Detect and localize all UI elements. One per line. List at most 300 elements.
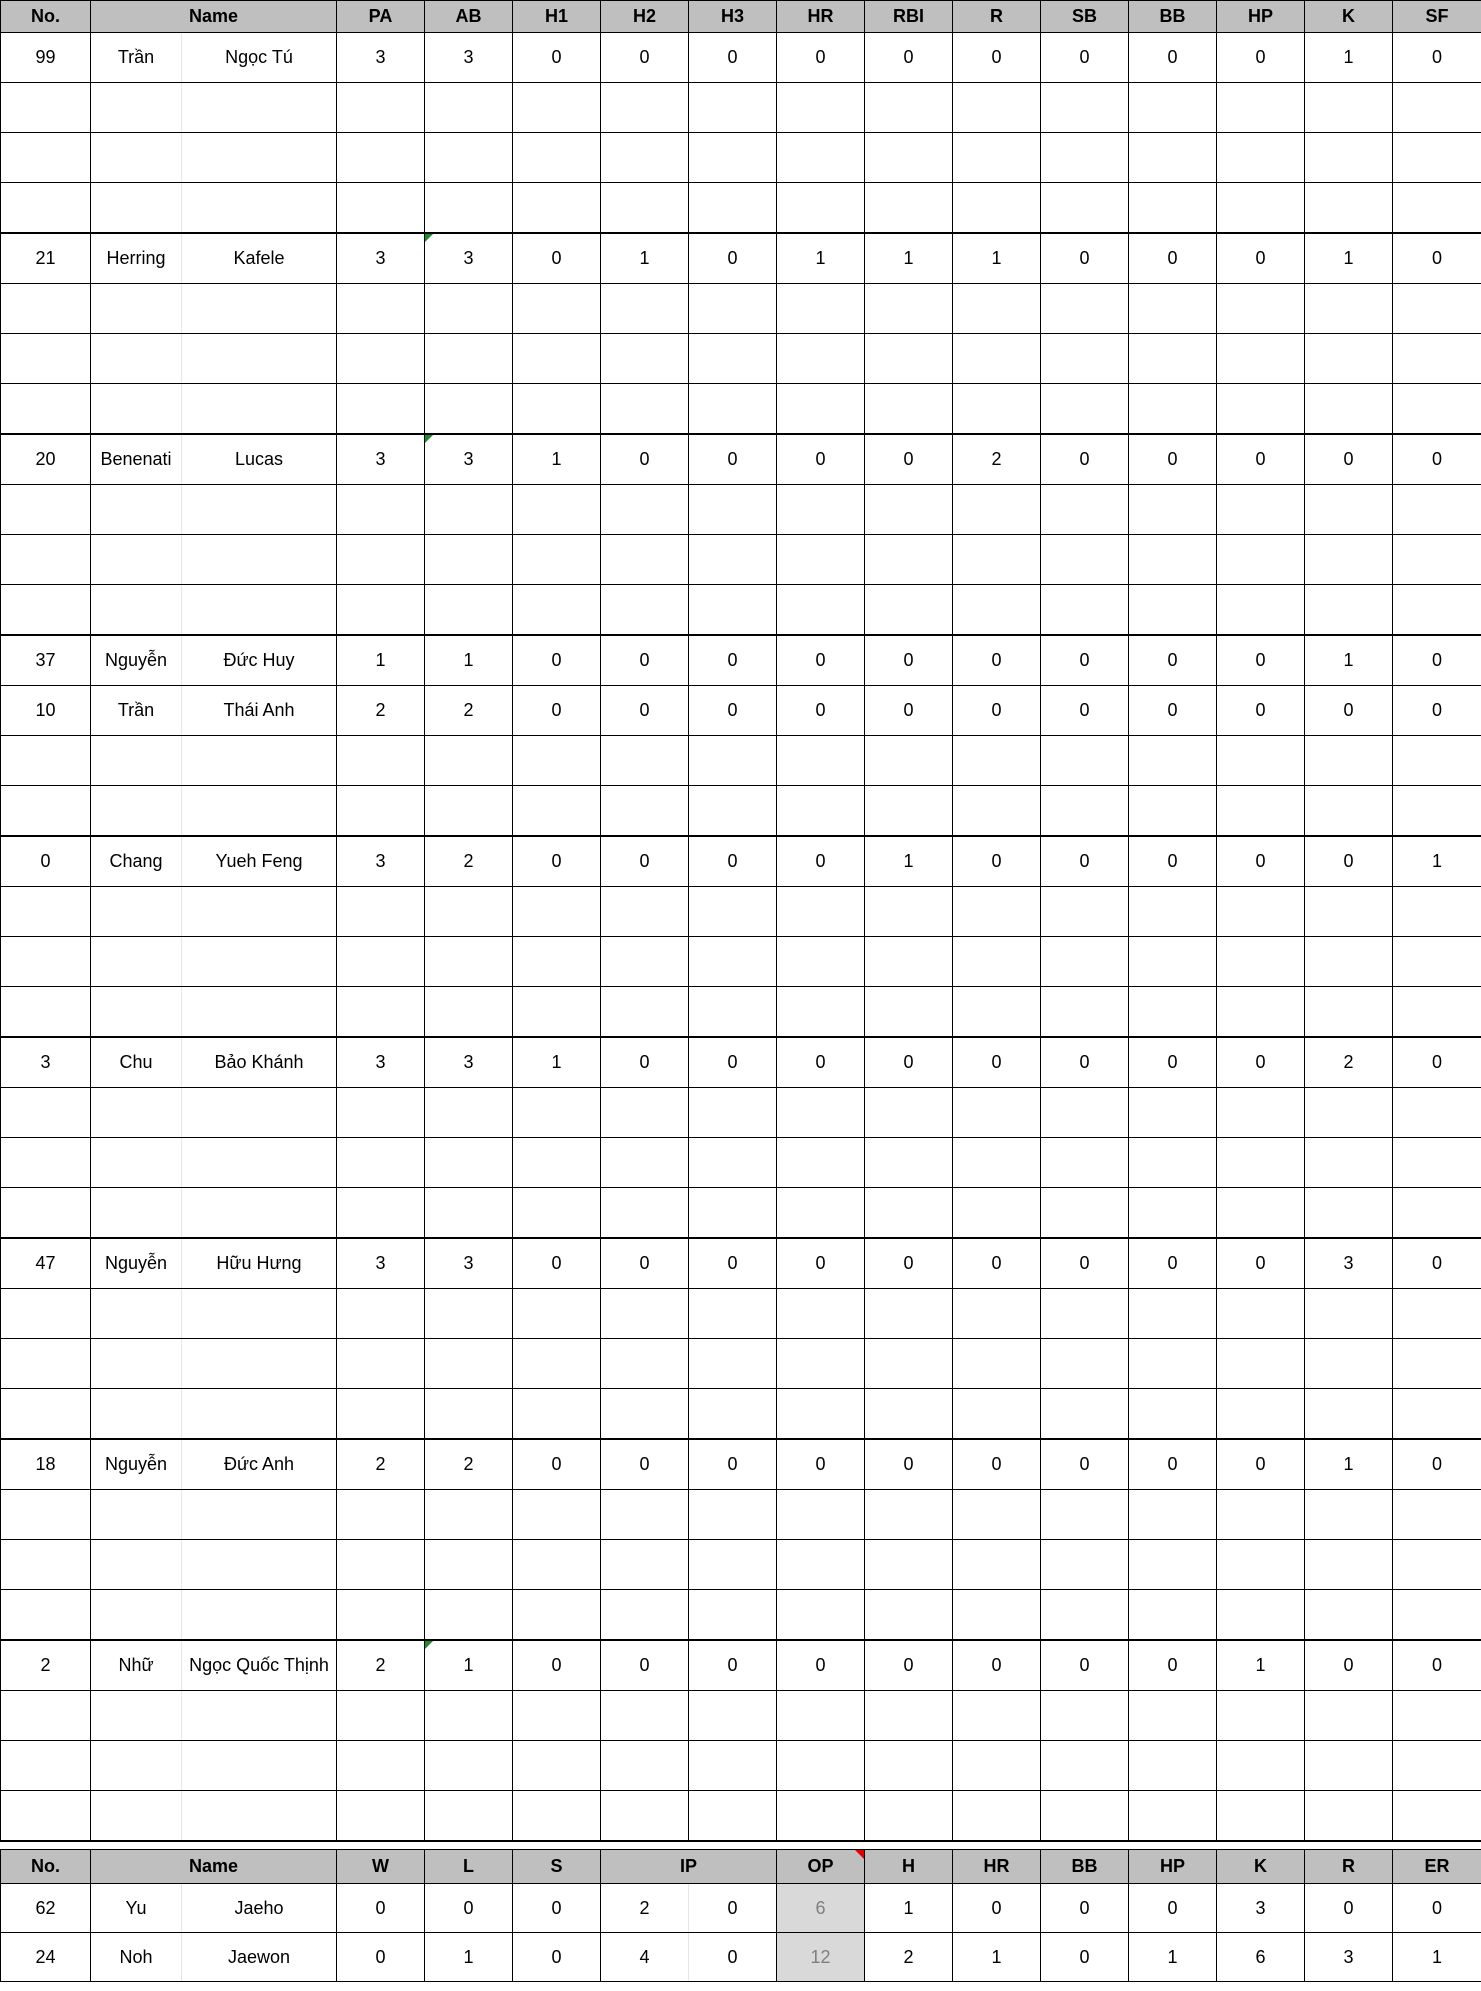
table-cell[interactable] bbox=[91, 284, 182, 334]
table-cell[interactable] bbox=[601, 1389, 689, 1440]
table-cell[interactable] bbox=[777, 937, 865, 987]
table-cell[interactable] bbox=[1, 284, 91, 334]
table-cell[interactable]: 1 bbox=[513, 1037, 601, 1088]
table-cell[interactable] bbox=[689, 1389, 777, 1440]
table-cell[interactable]: 0 bbox=[1217, 686, 1305, 736]
table-cell[interactable] bbox=[1041, 384, 1129, 435]
table-cell[interactable] bbox=[91, 1389, 182, 1440]
table-cell[interactable]: 0 bbox=[865, 1439, 953, 1490]
table-cell[interactable]: 0 bbox=[1393, 1884, 1481, 1933]
table-cell[interactable] bbox=[513, 485, 601, 535]
table-cell[interactable]: 0 bbox=[953, 635, 1041, 686]
table-cell[interactable]: 0 bbox=[601, 1439, 689, 1490]
table-cell[interactable] bbox=[1129, 284, 1217, 334]
table-cell[interactable]: 0 bbox=[601, 1037, 689, 1088]
table-cell[interactable] bbox=[1, 937, 91, 987]
table-cell[interactable] bbox=[337, 83, 425, 133]
table-cell[interactable] bbox=[513, 1490, 601, 1540]
table-cell[interactable]: 0 bbox=[513, 33, 601, 83]
table-cell[interactable] bbox=[865, 987, 953, 1038]
table-cell[interactable] bbox=[689, 384, 777, 435]
table-cell[interactable]: 0 bbox=[953, 33, 1041, 83]
table-cell[interactable]: 0 bbox=[777, 1238, 865, 1289]
table-cell[interactable]: 2 bbox=[601, 1884, 689, 1933]
table-cell[interactable]: 0 bbox=[1305, 836, 1393, 887]
table-cell[interactable] bbox=[337, 133, 425, 183]
table-cell[interactable] bbox=[513, 83, 601, 133]
table-cell[interactable] bbox=[91, 384, 182, 435]
table-cell[interactable]: 2 bbox=[1, 1640, 91, 1691]
table-cell[interactable] bbox=[425, 485, 513, 535]
table-cell[interactable] bbox=[337, 1188, 425, 1239]
table-cell[interactable] bbox=[865, 1490, 953, 1540]
table-cell[interactable]: 1 bbox=[953, 1933, 1041, 1982]
table-cell[interactable] bbox=[91, 1490, 182, 1540]
table-cell[interactable] bbox=[513, 334, 601, 384]
table-cell[interactable]: 0 bbox=[1393, 1238, 1481, 1289]
table-cell[interactable]: 1 bbox=[1217, 1640, 1305, 1691]
table-cell[interactable] bbox=[689, 1590, 777, 1641]
table-cell[interactable] bbox=[601, 1691, 689, 1741]
table-cell[interactable] bbox=[1217, 284, 1305, 334]
table-cell[interactable] bbox=[1129, 535, 1217, 585]
table-cell[interactable] bbox=[865, 183, 953, 234]
table-cell[interactable] bbox=[182, 334, 337, 384]
table-cell[interactable]: Chang bbox=[91, 836, 182, 887]
table-cell[interactable]: 12 bbox=[777, 1933, 865, 1982]
table-cell[interactable] bbox=[865, 1741, 953, 1791]
table-cell[interactable] bbox=[513, 183, 601, 234]
table-cell[interactable]: 0 bbox=[1041, 1933, 1129, 1982]
table-cell[interactable]: 0 bbox=[1217, 434, 1305, 485]
table-cell[interactable]: 0 bbox=[777, 434, 865, 485]
table-cell[interactable] bbox=[337, 1339, 425, 1389]
table-cell[interactable] bbox=[1305, 334, 1393, 384]
table-cell[interactable] bbox=[513, 987, 601, 1038]
table-cell[interactable] bbox=[1393, 937, 1481, 987]
table-cell[interactable]: 0 bbox=[777, 635, 865, 686]
table-cell[interactable] bbox=[1393, 284, 1481, 334]
table-cell[interactable] bbox=[1217, 1289, 1305, 1339]
table-cell[interactable]: 0 bbox=[513, 233, 601, 284]
table-cell[interactable] bbox=[1129, 83, 1217, 133]
table-cell[interactable] bbox=[182, 1791, 337, 1842]
table-cell[interactable]: 0 bbox=[865, 1640, 953, 1691]
table-cell[interactable] bbox=[777, 535, 865, 585]
table-cell[interactable] bbox=[1, 1289, 91, 1339]
table-cell[interactable] bbox=[601, 485, 689, 535]
table-cell[interactable] bbox=[953, 1540, 1041, 1590]
table-cell[interactable] bbox=[1041, 585, 1129, 636]
table-cell[interactable] bbox=[182, 1741, 337, 1791]
table-cell[interactable] bbox=[601, 1540, 689, 1590]
table-cell[interactable]: 0 bbox=[689, 233, 777, 284]
table-cell[interactable] bbox=[1041, 83, 1129, 133]
table-cell[interactable]: 0 bbox=[689, 1884, 777, 1933]
table-cell[interactable]: 0 bbox=[1041, 1884, 1129, 1933]
table-cell[interactable] bbox=[601, 987, 689, 1038]
table-cell[interactable] bbox=[425, 1540, 513, 1590]
table-cell[interactable]: 0 bbox=[777, 1439, 865, 1490]
table-cell[interactable]: Ngọc Tú bbox=[182, 33, 337, 83]
table-cell[interactable]: 0 bbox=[601, 836, 689, 887]
table-cell[interactable] bbox=[1393, 1188, 1481, 1239]
table-cell[interactable] bbox=[1129, 1791, 1217, 1842]
table-cell[interactable] bbox=[1129, 937, 1217, 987]
table-cell[interactable] bbox=[689, 535, 777, 585]
table-cell[interactable] bbox=[953, 1741, 1041, 1791]
table-cell[interactable] bbox=[777, 384, 865, 435]
table-cell[interactable] bbox=[1, 384, 91, 435]
table-cell[interactable] bbox=[689, 485, 777, 535]
table-cell[interactable] bbox=[1393, 1540, 1481, 1590]
table-cell[interactable] bbox=[337, 1389, 425, 1440]
table-cell[interactable]: 0 bbox=[1305, 686, 1393, 736]
table-cell[interactable]: 3 bbox=[337, 836, 425, 887]
table-cell[interactable]: 0 bbox=[1129, 33, 1217, 83]
table-cell[interactable] bbox=[1217, 887, 1305, 937]
table-cell[interactable] bbox=[601, 786, 689, 837]
table-cell[interactable] bbox=[425, 937, 513, 987]
table-cell[interactable] bbox=[1393, 334, 1481, 384]
table-cell[interactable] bbox=[1393, 1138, 1481, 1188]
table-cell[interactable] bbox=[1129, 1138, 1217, 1188]
table-cell[interactable] bbox=[601, 133, 689, 183]
table-cell[interactable] bbox=[91, 736, 182, 786]
table-cell[interactable] bbox=[1, 585, 91, 636]
table-cell[interactable]: 0 bbox=[1129, 1238, 1217, 1289]
table-cell[interactable] bbox=[601, 1289, 689, 1339]
table-cell[interactable] bbox=[1, 334, 91, 384]
table-cell[interactable]: 3 bbox=[1305, 1933, 1393, 1982]
table-cell[interactable]: Nguyễn bbox=[91, 635, 182, 686]
table-cell[interactable]: Chu bbox=[91, 1037, 182, 1088]
table-cell[interactable]: 1 bbox=[865, 836, 953, 887]
table-cell[interactable]: 3 bbox=[425, 1238, 513, 1289]
table-cell[interactable] bbox=[1217, 334, 1305, 384]
table-cell[interactable] bbox=[1, 1088, 91, 1138]
table-cell[interactable] bbox=[689, 1540, 777, 1590]
table-cell[interactable] bbox=[337, 1289, 425, 1339]
table-cell[interactable] bbox=[601, 736, 689, 786]
table-cell[interactable] bbox=[1129, 1741, 1217, 1791]
table-cell[interactable] bbox=[1393, 183, 1481, 234]
table-cell[interactable] bbox=[513, 786, 601, 837]
table-cell[interactable]: 0 bbox=[865, 635, 953, 686]
table-cell[interactable] bbox=[1217, 585, 1305, 636]
table-cell[interactable]: 1 bbox=[1305, 33, 1393, 83]
table-cell[interactable]: 0 bbox=[1217, 836, 1305, 887]
table-cell[interactable]: 0 bbox=[601, 33, 689, 83]
table-cell[interactable]: 3 bbox=[425, 434, 513, 485]
table-cell[interactable] bbox=[513, 1289, 601, 1339]
table-cell[interactable]: 1 bbox=[1393, 836, 1481, 887]
table-cell[interactable]: 1 bbox=[1305, 233, 1393, 284]
table-cell[interactable] bbox=[1041, 284, 1129, 334]
table-cell[interactable]: 0 bbox=[1041, 1640, 1129, 1691]
table-cell[interactable] bbox=[182, 485, 337, 535]
table-cell[interactable] bbox=[337, 384, 425, 435]
table-cell[interactable] bbox=[1393, 535, 1481, 585]
table-cell[interactable]: Thái Anh bbox=[182, 686, 337, 736]
table-cell[interactable]: 1 bbox=[1305, 1439, 1393, 1490]
table-cell[interactable] bbox=[1217, 1490, 1305, 1540]
table-cell[interactable] bbox=[1041, 535, 1129, 585]
table-cell[interactable] bbox=[865, 937, 953, 987]
table-cell[interactable] bbox=[337, 1540, 425, 1590]
table-cell[interactable] bbox=[91, 1791, 182, 1842]
table-cell[interactable]: Trần bbox=[91, 686, 182, 736]
table-cell[interactable] bbox=[513, 384, 601, 435]
table-cell[interactable] bbox=[1041, 1289, 1129, 1339]
table-cell[interactable] bbox=[425, 284, 513, 334]
table-cell[interactable]: 3 bbox=[337, 1037, 425, 1088]
table-cell[interactable] bbox=[953, 1590, 1041, 1641]
table-cell[interactable]: 2 bbox=[425, 836, 513, 887]
table-cell[interactable]: 0 bbox=[1393, 1640, 1481, 1691]
table-cell[interactable]: 2 bbox=[425, 686, 513, 736]
table-cell[interactable] bbox=[91, 1289, 182, 1339]
table-cell[interactable]: 37 bbox=[1, 635, 91, 686]
table-cell[interactable] bbox=[1, 1590, 91, 1641]
table-cell[interactable] bbox=[1393, 987, 1481, 1038]
table-cell[interactable] bbox=[91, 1691, 182, 1741]
table-cell[interactable] bbox=[777, 83, 865, 133]
table-cell[interactable] bbox=[182, 1590, 337, 1641]
table-cell[interactable] bbox=[1305, 83, 1393, 133]
table-cell[interactable] bbox=[1041, 736, 1129, 786]
table-cell[interactable] bbox=[1041, 1741, 1129, 1791]
table-cell[interactable] bbox=[425, 887, 513, 937]
table-cell[interactable] bbox=[777, 1088, 865, 1138]
table-cell[interactable] bbox=[1, 736, 91, 786]
table-cell[interactable] bbox=[1, 133, 91, 183]
table-cell[interactable] bbox=[865, 585, 953, 636]
table-cell[interactable] bbox=[1129, 987, 1217, 1038]
table-cell[interactable]: 2 bbox=[337, 686, 425, 736]
table-cell[interactable] bbox=[601, 334, 689, 384]
table-cell[interactable] bbox=[777, 485, 865, 535]
table-cell[interactable]: 0 bbox=[689, 1238, 777, 1289]
table-cell[interactable] bbox=[953, 786, 1041, 837]
table-cell[interactable] bbox=[689, 1188, 777, 1239]
table-cell[interactable] bbox=[337, 1088, 425, 1138]
table-cell[interactable] bbox=[513, 1741, 601, 1791]
table-cell[interactable]: 0 bbox=[953, 1238, 1041, 1289]
table-cell[interactable]: 1 bbox=[865, 233, 953, 284]
table-cell[interactable] bbox=[1217, 1590, 1305, 1641]
table-cell[interactable] bbox=[601, 1490, 689, 1540]
table-cell[interactable] bbox=[1217, 384, 1305, 435]
table-cell[interactable]: 0 bbox=[337, 1933, 425, 1982]
table-cell[interactable] bbox=[953, 1490, 1041, 1540]
table-cell[interactable] bbox=[1041, 183, 1129, 234]
table-cell[interactable] bbox=[513, 887, 601, 937]
table-cell[interactable] bbox=[91, 1339, 182, 1389]
table-cell[interactable] bbox=[337, 736, 425, 786]
table-cell[interactable]: 0 bbox=[1393, 686, 1481, 736]
table-cell[interactable] bbox=[777, 585, 865, 636]
table-cell[interactable] bbox=[1041, 987, 1129, 1038]
table-cell[interactable] bbox=[1305, 1540, 1393, 1590]
table-cell[interactable]: 6 bbox=[1217, 1933, 1305, 1982]
table-cell[interactable] bbox=[182, 384, 337, 435]
table-cell[interactable] bbox=[1217, 1791, 1305, 1842]
table-cell[interactable] bbox=[953, 485, 1041, 535]
table-cell[interactable] bbox=[1, 485, 91, 535]
table-cell[interactable] bbox=[777, 1339, 865, 1389]
table-cell[interactable] bbox=[91, 183, 182, 234]
table-cell[interactable] bbox=[1305, 1088, 1393, 1138]
table-cell[interactable]: 0 bbox=[1305, 1884, 1393, 1933]
table-cell[interactable]: 3 bbox=[337, 434, 425, 485]
table-cell[interactable] bbox=[1393, 1791, 1481, 1842]
table-cell[interactable]: 0 bbox=[513, 686, 601, 736]
table-cell[interactable] bbox=[425, 1791, 513, 1842]
table-cell[interactable]: 0 bbox=[1305, 434, 1393, 485]
table-cell[interactable] bbox=[1129, 1339, 1217, 1389]
table-cell[interactable] bbox=[1393, 786, 1481, 837]
table-cell[interactable]: 0 bbox=[1041, 1238, 1129, 1289]
table-cell[interactable] bbox=[777, 1540, 865, 1590]
table-cell[interactable]: 2 bbox=[337, 1640, 425, 1691]
table-cell[interactable] bbox=[1, 987, 91, 1038]
table-cell[interactable]: 0 bbox=[1393, 1037, 1481, 1088]
table-cell[interactable]: 0 bbox=[513, 1933, 601, 1982]
table-cell[interactable] bbox=[953, 1088, 1041, 1138]
table-cell[interactable] bbox=[601, 585, 689, 636]
table-cell[interactable] bbox=[513, 1138, 601, 1188]
table-cell[interactable] bbox=[91, 937, 182, 987]
table-cell[interactable] bbox=[777, 1138, 865, 1188]
table-cell[interactable] bbox=[425, 585, 513, 636]
table-cell[interactable] bbox=[1393, 133, 1481, 183]
table-cell[interactable] bbox=[1129, 1590, 1217, 1641]
table-cell[interactable]: 0 bbox=[689, 1439, 777, 1490]
table-cell[interactable]: 0 bbox=[601, 635, 689, 686]
table-cell[interactable]: 0 bbox=[1129, 1640, 1217, 1691]
table-cell[interactable] bbox=[865, 1289, 953, 1339]
table-cell[interactable]: 21 bbox=[1, 233, 91, 284]
table-cell[interactable] bbox=[1, 786, 91, 837]
table-cell[interactable] bbox=[425, 987, 513, 1038]
table-cell[interactable]: 0 bbox=[1129, 1439, 1217, 1490]
table-cell[interactable] bbox=[425, 786, 513, 837]
table-cell[interactable] bbox=[425, 1389, 513, 1440]
table-cell[interactable] bbox=[425, 384, 513, 435]
table-cell[interactable]: 0 bbox=[689, 686, 777, 736]
table-cell[interactable] bbox=[865, 1339, 953, 1389]
table-cell[interactable]: 0 bbox=[953, 686, 1041, 736]
table-cell[interactable]: Benenati bbox=[91, 434, 182, 485]
table-cell[interactable] bbox=[953, 384, 1041, 435]
table-cell[interactable] bbox=[1305, 384, 1393, 435]
table-cell[interactable] bbox=[1129, 485, 1217, 535]
table-cell[interactable]: Jaewon bbox=[182, 1933, 337, 1982]
table-cell[interactable] bbox=[1129, 1188, 1217, 1239]
table-cell[interactable] bbox=[1393, 887, 1481, 937]
table-cell[interactable] bbox=[1041, 1691, 1129, 1741]
table-cell[interactable] bbox=[689, 284, 777, 334]
table-cell[interactable] bbox=[601, 887, 689, 937]
table-cell[interactable] bbox=[953, 585, 1041, 636]
table-cell[interactable] bbox=[1305, 1289, 1393, 1339]
table-cell[interactable]: 1 bbox=[1393, 1933, 1481, 1982]
table-cell[interactable] bbox=[91, 887, 182, 937]
table-cell[interactable] bbox=[1305, 887, 1393, 937]
table-cell[interactable]: Herring bbox=[91, 233, 182, 284]
table-cell[interactable]: Đức Huy bbox=[182, 635, 337, 686]
table-cell[interactable] bbox=[337, 183, 425, 234]
table-cell[interactable]: 6 bbox=[777, 1884, 865, 1933]
table-cell[interactable] bbox=[1129, 133, 1217, 183]
table-cell[interactable] bbox=[1217, 786, 1305, 837]
table-cell[interactable] bbox=[865, 1691, 953, 1741]
table-cell[interactable] bbox=[425, 1289, 513, 1339]
table-cell[interactable] bbox=[601, 1339, 689, 1389]
table-cell[interactable] bbox=[953, 1691, 1041, 1741]
table-cell[interactable] bbox=[777, 1741, 865, 1791]
table-cell[interactable] bbox=[953, 987, 1041, 1038]
table-cell[interactable] bbox=[865, 1088, 953, 1138]
table-cell[interactable]: 0 bbox=[689, 1933, 777, 1982]
table-cell[interactable]: 1 bbox=[601, 233, 689, 284]
table-cell[interactable]: 0 bbox=[513, 1238, 601, 1289]
table-cell[interactable] bbox=[513, 1188, 601, 1239]
table-cell[interactable] bbox=[1129, 1691, 1217, 1741]
table-cell[interactable] bbox=[513, 1590, 601, 1641]
table-cell[interactable] bbox=[1, 535, 91, 585]
table-cell[interactable] bbox=[601, 1188, 689, 1239]
table-cell[interactable]: 0 bbox=[1217, 33, 1305, 83]
table-cell[interactable] bbox=[953, 334, 1041, 384]
table-cell[interactable]: 62 bbox=[1, 1884, 91, 1933]
table-cell[interactable] bbox=[953, 1138, 1041, 1188]
table-cell[interactable] bbox=[1305, 987, 1393, 1038]
table-cell[interactable] bbox=[1129, 384, 1217, 435]
table-cell[interactable] bbox=[513, 585, 601, 636]
table-cell[interactable]: 0 bbox=[1129, 686, 1217, 736]
table-cell[interactable] bbox=[865, 334, 953, 384]
table-cell[interactable] bbox=[777, 1389, 865, 1440]
table-cell[interactable] bbox=[1041, 786, 1129, 837]
table-cell[interactable]: 0 bbox=[1217, 1238, 1305, 1289]
table-cell[interactable]: 0 bbox=[777, 836, 865, 887]
table-cell[interactable]: 0 bbox=[1129, 233, 1217, 284]
table-cell[interactable] bbox=[1305, 1691, 1393, 1741]
table-cell[interactable] bbox=[777, 284, 865, 334]
table-cell[interactable] bbox=[777, 887, 865, 937]
table-cell[interactable] bbox=[1129, 1389, 1217, 1440]
table-cell[interactable] bbox=[777, 736, 865, 786]
table-cell[interactable] bbox=[425, 1339, 513, 1389]
table-cell[interactable] bbox=[91, 786, 182, 837]
table-cell[interactable] bbox=[425, 1490, 513, 1540]
table-cell[interactable] bbox=[1305, 183, 1393, 234]
table-cell[interactable] bbox=[182, 1088, 337, 1138]
table-cell[interactable] bbox=[1129, 334, 1217, 384]
table-cell[interactable] bbox=[1305, 1138, 1393, 1188]
table-cell[interactable] bbox=[337, 485, 425, 535]
table-cell[interactable]: 0 bbox=[601, 1640, 689, 1691]
table-cell[interactable] bbox=[865, 384, 953, 435]
table-cell[interactable] bbox=[1217, 1741, 1305, 1791]
table-cell[interactable] bbox=[777, 987, 865, 1038]
table-cell[interactable] bbox=[1217, 1540, 1305, 1590]
table-cell[interactable] bbox=[425, 334, 513, 384]
table-cell[interactable]: 0 bbox=[953, 1884, 1041, 1933]
table-cell[interactable] bbox=[865, 133, 953, 183]
